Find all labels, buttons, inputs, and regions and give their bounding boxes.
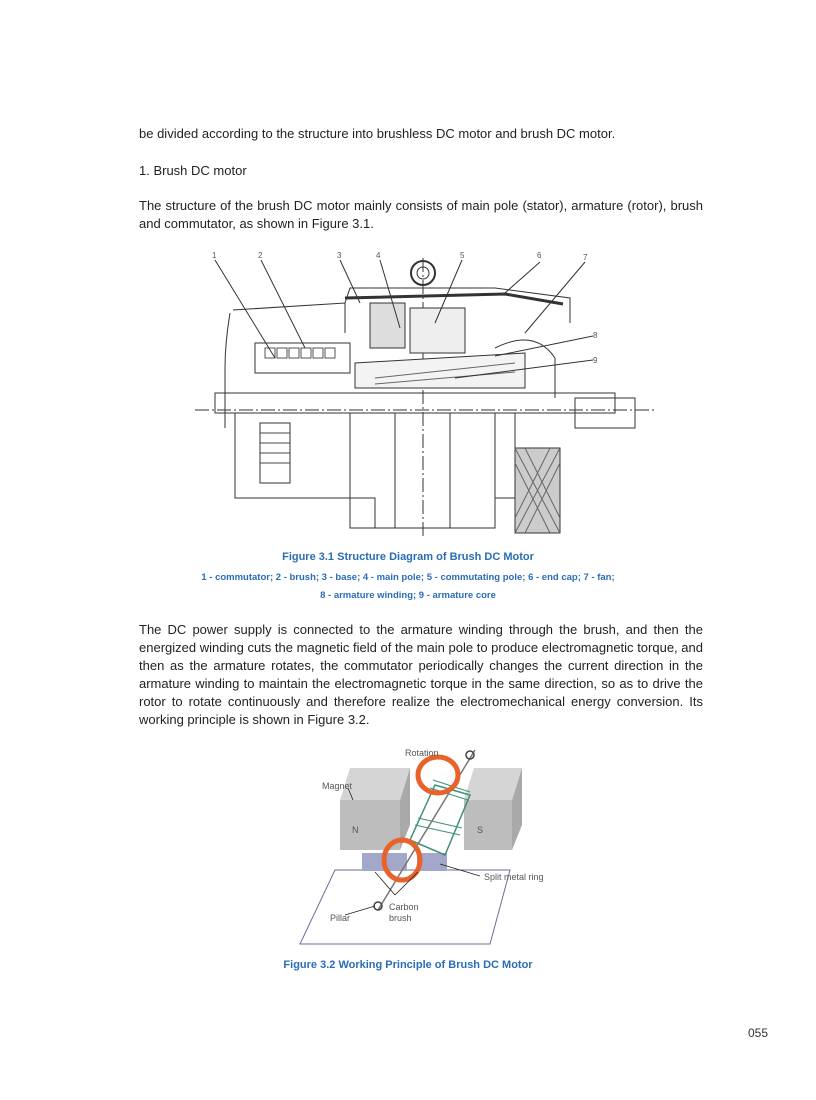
callout-6: 6 xyxy=(537,251,542,260)
callout-8: 8 xyxy=(593,331,598,340)
figure-3-1-legend-1: 1 - commutator; 2 - brush; 3 - base; 4 - main pole; 5 - commutating pole; 6 - end cap; 7 - fan; xyxy=(201,572,615,583)
label-magnet: Magnet xyxy=(322,781,353,791)
figure-3-1-motor-diagram xyxy=(195,248,655,543)
label-split-metal-ring: Split metal ring xyxy=(484,872,544,882)
figure-3-1-legend-2: 8 - armature winding; 9 - armature core xyxy=(320,590,496,601)
page-number: 055 xyxy=(748,1026,769,1040)
section-heading: 1. Brush DC motor xyxy=(139,163,247,178)
callout-5: 5 xyxy=(460,251,465,260)
paragraph-1: The structure of the brush DC motor mainly consists of main pole (stator), armature (rotor), brush and commutator, as shown in Figure 3.1. xyxy=(139,198,703,231)
callout-1: 1 xyxy=(212,251,217,260)
figure-3-2-working-principle xyxy=(290,740,570,950)
callout-4: 4 xyxy=(376,251,381,260)
label-n-pole: N xyxy=(352,825,359,835)
figure-3-2-caption: Figure 3.2 Working Principle of Brush DC Motor xyxy=(283,959,533,971)
callout-2: 2 xyxy=(258,251,263,260)
label-rotation: Rotation xyxy=(405,748,439,758)
callout-3: 3 xyxy=(337,251,342,260)
body-text-top: be divided according to the structure into brushless DC motor and brush DC motor. xyxy=(139,126,616,141)
label-pillar: Pillar xyxy=(330,913,351,923)
callout-9: 9 xyxy=(593,356,598,365)
figure-3-1-caption: Figure 3.1 Structure Diagram of Brush DC Motor xyxy=(282,551,534,563)
callout-7: 7 xyxy=(583,253,588,262)
paragraph-2: The DC power supply is connected to the armature winding through the brush, and then the energized winding cuts the magnetic field of the main pole to produce electromagnetic torque, and then as the armature rotates, the commutator periodically changes the current direction in the armature winding to maintain the electromagnetic torque in the same direction, so as to drive the rotor to rotate continuously and therefore realize the electromechanical energy conversion. Its working principle is shown in Figure 3.2. xyxy=(139,622,703,727)
label-brush: brush xyxy=(389,913,412,923)
label-carbon: Carbon xyxy=(389,902,419,912)
label-s-pole: S xyxy=(477,825,484,835)
